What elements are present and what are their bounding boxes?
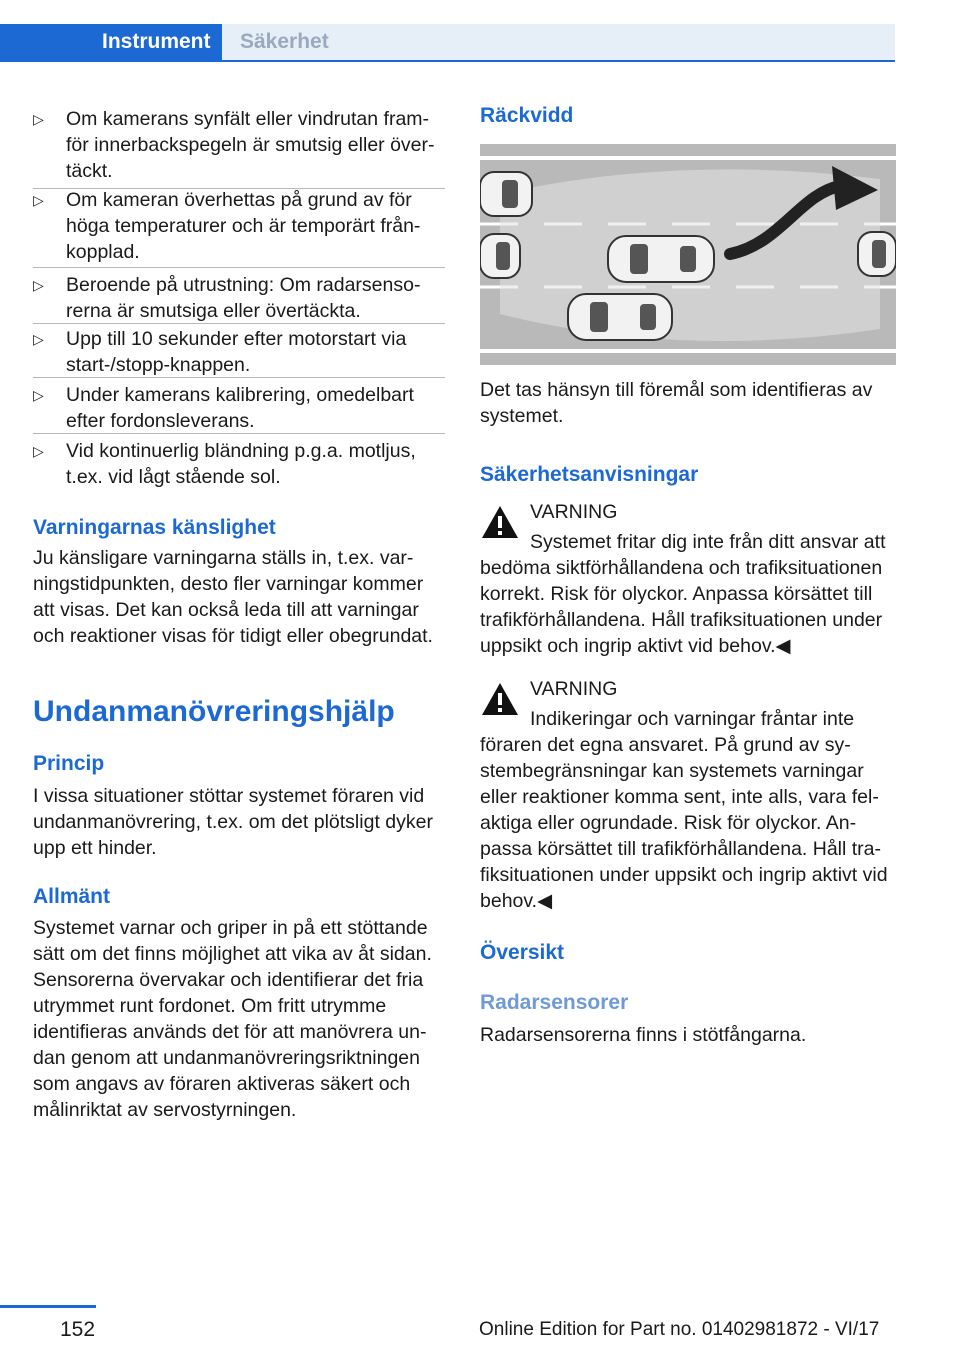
- safety-heading: Säkerhetsanvisningar: [480, 463, 699, 486]
- list-item: ▷ Om kamerans synfält eller vindrutan fram-för innerbackspegeln är smutsig eller över-täckt.: [33, 106, 445, 184]
- radar-heading: Radarsensorer: [480, 991, 629, 1014]
- list-item: ▷ Vid kontinuerlig bländning p.g.a. motljus, t.ex. vid lågt stående sol.: [33, 438, 445, 490]
- range-text: Det tas hänsyn till föremål som identifieras av systemet.: [480, 379, 873, 427]
- sensitivity-text: Ju känsligare varningarna ställs in, t.ex. var-ningstidpunkten, desto fler varningar kommer att visas. Det kan också leda till att varningar och reaktioner visas för tidigt eller obegrundat.: [33, 547, 433, 647]
- warning-label: VARNING: [530, 501, 618, 523]
- radar-text: Radarsensorerna finns i stötfångarna.: [480, 1024, 807, 1046]
- divider: [33, 267, 445, 268]
- principle-text: I vissa situationer stöttar systemet föraren vid undanmanövrering, t.ex. om det plötsligt dyker upp ett hinder.: [33, 785, 433, 859]
- overview-heading: Översikt: [480, 941, 565, 964]
- range-heading: Räckvidd: [480, 104, 574, 127]
- list-item: ▷ Under kamerans kalibrering, omedelbart efter fordonsleverans.: [33, 382, 445, 434]
- divider: [33, 323, 445, 324]
- list-item: ▷ Upp till 10 sekunder efter motorstart via start-/stopp-knappen.: [33, 326, 445, 378]
- principle-heading: Princip: [33, 752, 105, 775]
- footer-accent-line: [0, 1305, 96, 1308]
- range-illustration: [480, 144, 896, 365]
- edition-text: Online Edition for Part no. 01402981872 - VI/17: [479, 1319, 880, 1340]
- tab-instrument[interactable]: Instrument: [0, 24, 222, 60]
- header-tabs: [0, 0, 895, 62]
- warning-text: Indikeringar och varningar fråntar inte föraren det egna ansvaret. På grund av sy-stembegränsningar kan systemets varningar eller reaktioner komma sent, inte alls, vara fel-aktiga eller ogrundade. Risk för olyckor. An-passa körsättet till trafikförhållandena. Håll tra-fiksituationen under uppsikt och ingrip aktivt vid behov.◀: [480, 708, 888, 912]
- general-text: Systemet varnar och griper in på ett stöttande sätt om det finns möjlighet att vika av åt sidan. Sensorerna övervakar och identifierar det fria utrymmet runt fordonet. Om fritt utrymme identifieras används det för att manövrera un-dan genom att undanmanövreringsriktningen som angavs av föraren aktiveras säkert och målinriktat av servostyrningen.: [33, 917, 432, 1121]
- tab-sakerhet[interactable]: Säkerhet: [222, 24, 895, 60]
- warning-text: Systemet fritar dig inte från ditt ansvar att bedöma siktförhållandena och trafiksituationen korrekt. Risk för olyckor. Anpassa körsättet till trafikförhållandena. Håll trafiksituationen under uppsikt och ingrip aktivt vid behov.◀: [480, 531, 886, 657]
- list-item: ▷ Om kameran överhettas på grund av för höga temperaturer och är temporärt från-kopplad.: [33, 187, 445, 265]
- warning-label: VARNING: [530, 678, 618, 700]
- list-item: ▷ Beroende på utrustning: Om radarsenso-rerna är smutsiga eller övertäckta.: [33, 272, 445, 324]
- sensitivity-heading: Varningarnas känslighet: [33, 516, 276, 539]
- main-heading: Undanmanövreringshjälp: [33, 695, 395, 728]
- general-heading: Allmänt: [33, 885, 111, 908]
- divider: [33, 377, 445, 378]
- header-divider: [0, 60, 895, 62]
- page-number: 152: [60, 1318, 96, 1341]
- divider: [33, 433, 445, 434]
